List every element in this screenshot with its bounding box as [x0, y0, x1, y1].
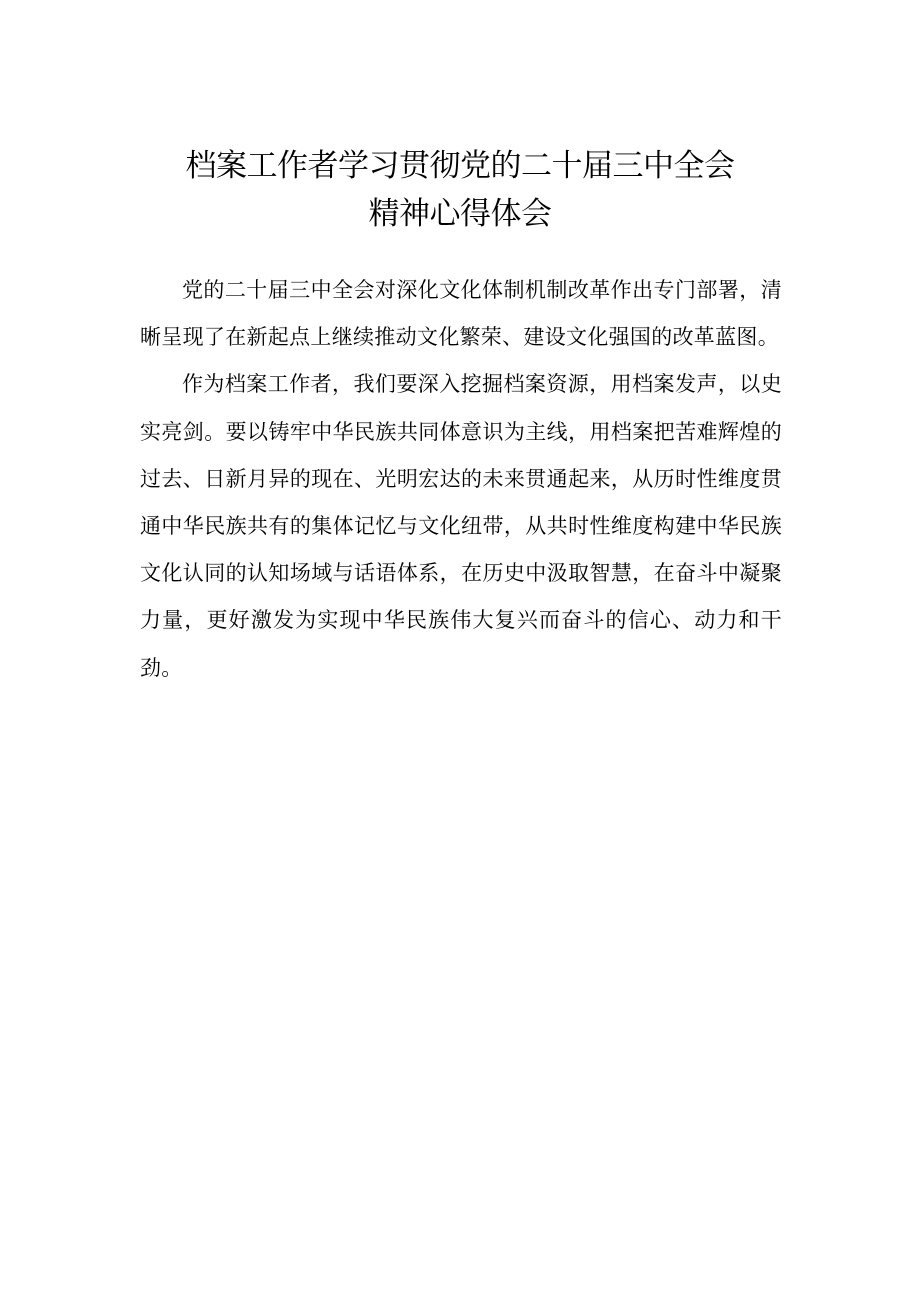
title-line-1: 档案工作者学习贯彻党的二十届三中全会	[185, 148, 735, 184]
paragraph: 党的二十届三中全会对深化文化体制机制改革作出专门部署，清晰呈现了在新起点上继续推动文化繁荣、建设文化强国的改革蓝图。	[140, 278, 782, 350]
document-body	[140, 267, 782, 692]
document-title	[0, 142, 920, 238]
title-line-2: 精神心得体会	[368, 196, 552, 232]
paragraph: 作为档案工作者，我们要深入挖掘档案资源，用档案发声，以史实亮剑。要以铸牢中华民族共同体意识为主线，用档案把苦难辉煌的过去、日新月异的现在、光明宏达的未来贯通起来，从历时性维度贯通中华民族共有的集体记忆与文化纽带，从共时性维度构建中华民族文化认同的认知场域与话语体系，在历史中汲取智慧，在奋斗中凝聚力量，更好激发为实现中华民族伟大复兴而奋斗的信心、动力和干劲。	[140, 372, 782, 680]
